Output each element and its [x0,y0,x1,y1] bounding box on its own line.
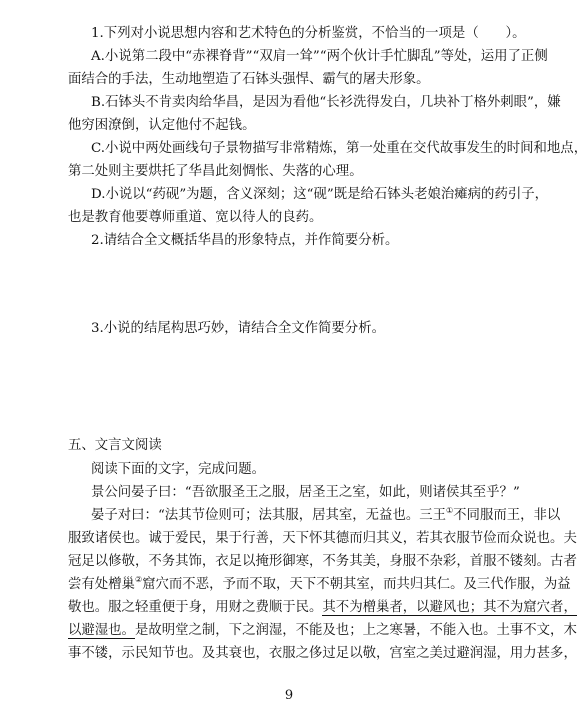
section-5-heading: 五、文言文阅读 [68,438,162,453]
question-1-stem: 1.下列对小说思想内容和艺术特色的分析鉴赏，不恰当的一项是（ ）。 [91,26,526,41]
question-1-option-c-line-1: C.小说中两处画线句子景物描写非常精炼，第一处重在交代故事发生的时间和地点， [91,141,587,156]
section-5-instruction: 阅读下面的文字，完成问题。 [91,462,266,477]
passage-line-7-text: 是故明堂之制，下之润湿，不能及也；上之寒暑，不能入也。土事不文，木 [134,623,577,638]
passage-line-8: 事不镂，示民知节也。及其衰也，衣服之侈过足以敬，宫室之美过避润湿，用力甚多， [68,646,577,661]
passage-line-5-part-a: 尝有处橧巢 [68,577,135,592]
footnote-marker-2: ② [134,575,143,584]
question-1-option-a-line-2: 面结合的手法，生动地塑造了石钵头强悍、霸气的屠夫形象。 [68,72,430,87]
passage-line-6 [68,599,577,617]
passage-line-2-part-b: 不同服而王，非以 [453,508,561,523]
question-1-option-b-line-1: B.石钵头不肯卖肉给华昌，是因为看他“长衫洗得发白，几块补丁格外刺眼”，嫌 [91,95,561,110]
question-1-option-a-line-1: A.小说第二段中“赤裸脊背”“双肩一耸”“两个伙计手忙脚乱”等处，运用了正侧 [91,49,548,64]
passage-line-5-part-b: 窟穴而不恶，予而不取，天下不朝其室，而共归其仁。及三代作服，为益 [142,577,571,592]
passage-line-7 [68,622,577,640]
question-1-option-c-line-2: 第二处则主要烘托了华昌此刻惆怅、失落的心理。 [68,164,363,179]
question-1-option-b-line-2: 他穷困潦倒，认定他付不起钱。 [68,118,256,133]
passage-line-6-text: 敬也。服之轻重便于身，用财之费顺于民。 [68,600,323,615]
underlined-sentence-part-2: 以避湿也。 [68,623,135,638]
passage-line-1: 景公问晏子曰：“吾欲服圣王之服，居圣王之室，如此，则诸侯其至乎？” [91,485,520,500]
passage-line-5 [68,575,571,594]
passage-line-2 [91,506,561,525]
question-3: 3.小说的结尾构思巧妙，请结合全文作简要分析。 [91,321,385,336]
page-number: 9 [284,688,294,703]
question-1-option-d-line-2: 也是教育他要尊师重道、宽以待人的良药。 [68,210,323,225]
passage-line-2-part-a: 晏子对曰：“法其节俭则可；法其服，居其室，无益也。三王 [91,508,446,523]
question-1-option-d-line-1: D.小说以“药砚”为题，含义深刻；这“砚”既是给石钵头老娘治瘫病的药引子， [91,187,549,202]
footnote-marker-1: ① [446,506,454,515]
passage-line-3: 服致诸侯也。诚于爱民，果于行善，天下怀其德而归其义，若其衣服节俭而众说也。夫 [68,531,577,546]
passage-line-4: 冠足以修敬，不务其饰，衣足以掩形御寒，不务其美，身服不杂彩，首服不镂刻。古者 [68,554,577,569]
underlined-sentence-part-1: 其不为橧巢者，以避风也；其不为窟穴者， [322,600,577,615]
question-2: 2.请结合全文概括华昌的形象特点，并作简要分析。 [91,233,399,248]
